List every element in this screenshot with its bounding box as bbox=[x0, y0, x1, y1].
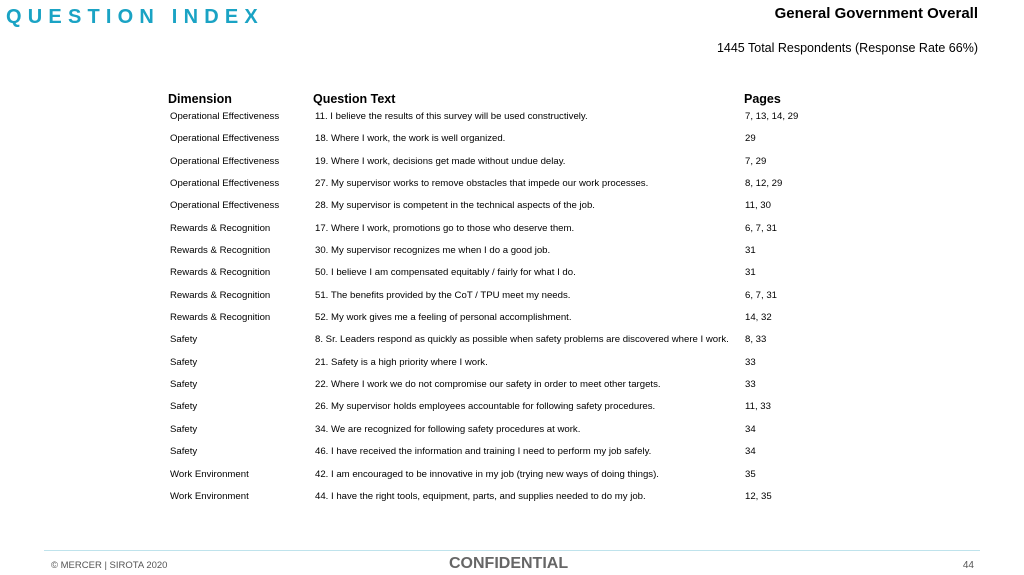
table-row bbox=[168, 222, 808, 244]
pages-cell: 12, 35 bbox=[745, 490, 772, 502]
table-row bbox=[168, 132, 808, 154]
pages-cell: 7, 13, 14, 29 bbox=[745, 111, 799, 122]
confidential-label: CONFIDENTIAL bbox=[449, 555, 569, 572]
table-row bbox=[168, 266, 808, 288]
pages-cell: 34 bbox=[745, 446, 756, 458]
question-text-cell: 44. I have the right tools, equipment, parts, and supplies needed to do my job. bbox=[315, 490, 646, 502]
question-text-cell: 46. I have received the information and training I need to perform my job safely. bbox=[315, 446, 652, 458]
dimension-cell: Rewards & Recognition bbox=[170, 312, 271, 324]
organization-name: General Government Overall bbox=[774, 5, 978, 22]
pages-cell: 31 bbox=[745, 267, 756, 279]
question-text-cell: 42. I am encouraged to be innovative in my job (trying new ways of doing things). bbox=[315, 468, 659, 480]
dimension-cell: Safety bbox=[170, 379, 198, 391]
question-text-cell: 11. I believe the results of this survey will be used constructively. bbox=[315, 111, 588, 122]
table-row bbox=[168, 311, 808, 333]
pages-cell: 11, 33 bbox=[745, 401, 771, 413]
question-index-table bbox=[168, 92, 808, 512]
dimension-cell: Rewards & Recognition bbox=[170, 289, 271, 301]
pages-cell: 29 bbox=[745, 133, 756, 145]
question-text-cell: 28. My supervisor is competent in the technical aspects of the job. bbox=[315, 200, 595, 212]
table-row bbox=[168, 445, 808, 467]
pages-cell: 34 bbox=[745, 423, 756, 435]
question-text-cell: 51. The benefits provided by the CoT / TPU meet my needs. bbox=[315, 289, 571, 301]
question-text-cell: 19. Where I work, decisions get made without undue delay. bbox=[315, 155, 566, 167]
dimension-cell: Operational Effectiveness bbox=[170, 200, 280, 212]
dimension-cell: Operational Effectiveness bbox=[170, 133, 280, 145]
table-row bbox=[168, 199, 808, 221]
pages-cell: 8, 12, 29 bbox=[745, 178, 783, 190]
dimension-cell: Safety bbox=[170, 401, 198, 413]
footer-divider bbox=[44, 550, 980, 551]
question-text-cell: 8. Sr. Leaders respond as quickly as possible when safety problems are discovered where I work. bbox=[315, 334, 729, 346]
page-title: QUESTION INDEX bbox=[6, 6, 264, 28]
pages-cell: 11, 30 bbox=[745, 200, 771, 212]
question-text-cell: 52. My work gives me a feeling of personal accomplishment. bbox=[315, 312, 572, 324]
pages-cell: 35 bbox=[745, 468, 756, 480]
column-header-dimension: Dimension bbox=[168, 92, 232, 106]
column-header-pages: Pages bbox=[744, 92, 781, 106]
table-row bbox=[168, 356, 808, 378]
table-row bbox=[168, 423, 808, 445]
table-body bbox=[168, 110, 808, 512]
pages-cell: 6, 7, 31 bbox=[745, 222, 778, 234]
table-row bbox=[168, 400, 808, 422]
table-row bbox=[168, 244, 808, 266]
pages-cell: 6, 7, 31 bbox=[745, 289, 778, 301]
table-row bbox=[168, 110, 808, 132]
table-row bbox=[168, 289, 808, 311]
dimension-cell: Operational Effectiveness bbox=[170, 155, 280, 167]
table-row bbox=[168, 490, 808, 512]
pages-cell: 31 bbox=[745, 245, 756, 257]
column-header-question: Question Text bbox=[313, 92, 396, 106]
question-text-cell: 21. Safety is a high priority where I work. bbox=[315, 356, 488, 368]
question-text-cell: 50. I believe I am compensated equitably / fairly for what I do. bbox=[315, 267, 576, 279]
pages-cell: 33 bbox=[745, 379, 756, 391]
table-row bbox=[168, 155, 808, 177]
question-text-cell: 30. My supervisor recognizes me when I do a good job. bbox=[315, 245, 551, 257]
respondents-summary: 1445 Total Respondents (Response Rate 66%) bbox=[716, 41, 978, 55]
dimension-cell: Operational Effectiveness bbox=[170, 111, 280, 122]
table-header bbox=[168, 92, 808, 110]
dimension-cell: Operational Effectiveness bbox=[170, 178, 280, 190]
page-number: 44 bbox=[962, 560, 974, 571]
table-row bbox=[168, 333, 808, 355]
dimension-cell: Safety bbox=[170, 423, 198, 435]
dimension-cell: Safety bbox=[170, 356, 198, 368]
dimension-cell: Rewards & Recognition bbox=[170, 245, 271, 257]
table-row bbox=[168, 378, 808, 400]
question-text-cell: 26. My supervisor holds employees accountable for following safety procedures. bbox=[315, 401, 656, 413]
question-text-cell: 18. Where I work, the work is well organized. bbox=[315, 133, 506, 145]
dimension-cell: Rewards & Recognition bbox=[170, 267, 271, 279]
dimension-cell: Safety bbox=[170, 334, 198, 346]
question-text-cell: 22. Where I work we do not compromise our safety in order to meet other targets. bbox=[315, 379, 661, 391]
table-row bbox=[168, 468, 808, 490]
dimension-cell: Work Environment bbox=[170, 490, 249, 502]
copyright-text: © MERCER | SIROTA 2020 bbox=[51, 560, 168, 571]
question-text-cell: 27. My supervisor works to remove obstacles that impede our work processes. bbox=[315, 178, 649, 190]
question-text-cell: 34. We are recognized for following safety procedures at work. bbox=[315, 423, 581, 435]
pages-cell: 14, 32 bbox=[745, 312, 772, 324]
pages-cell: 8, 33 bbox=[745, 334, 767, 346]
question-text-cell: 17. Where I work, promotions go to those who deserve them. bbox=[315, 222, 575, 234]
pages-cell: 33 bbox=[745, 356, 756, 368]
pages-cell: 7, 29 bbox=[745, 155, 767, 167]
dimension-cell: Work Environment bbox=[170, 468, 249, 480]
dimension-cell: Rewards & Recognition bbox=[170, 222, 271, 234]
table-row bbox=[168, 177, 808, 199]
dimension-cell: Safety bbox=[170, 446, 198, 458]
